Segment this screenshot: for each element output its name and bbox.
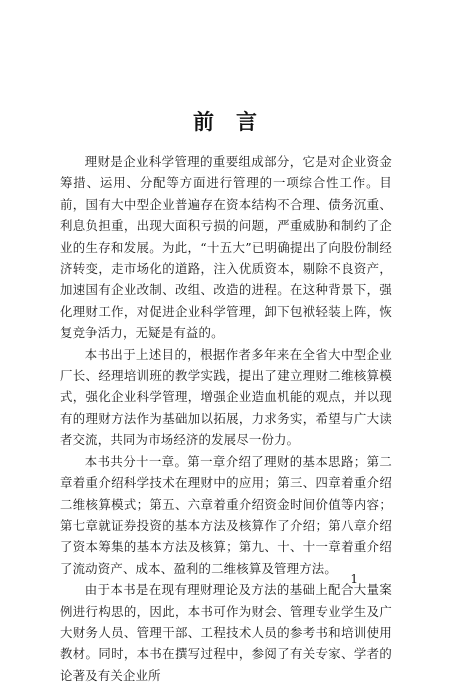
- paragraph-2: 本书出于上述目的，根据作者多年来在全省大中型企业厂长、经理培训班的教学实践，提出了建立理财二维核算模式，强化企业科学管理，增强企业造血机能的观点，并以现有的理财方法作为基础加以拓展，力求务实，希望与广大读者交流，共同为市场经济的发展尽一份力。: [60, 346, 392, 448]
- paragraph-1: 理财是企业科学管理的重要组成部分，它是对企业资金筹措、运用、分配等方面进行管理的一项综合性工作。目前，国有大中型企业普遍存在资本结构不合理、债务沉重、利息负担重，出现大面积亏损的问题，严重威胁和制约了企业的生存和发展。为此，“十五大”已明确提出了向股份制经济转变，走市场化的道路，注入优质资本，剔除不良资产，加速国有企业改制、改组、改造的进程。在这种背景下，强化理财工作，对促进企业科学管理，卸下包袱轻装上阵，恢复竞争活力，无疑是有益的。: [60, 154, 392, 341]
- preface-body: [60, 151, 392, 686]
- page-title: 前言: [193, 110, 279, 134]
- page-number: 1: [350, 572, 358, 586]
- paragraph-3: 本书共分十一章。第一章介绍了理财的基本思路；第二章着重介绍科学技术在理财中的应用；第三、四章着重介绍二维核算模式；第五、六章着重介绍资金时间价值等内容；第七章就证券投资的基本方法及核算作了介绍；第八章介绍了资本筹集的基本方法及核算；第九、十、十一章着重介绍了流动资产、成本、盈利的二维核算及管理方法。: [60, 453, 392, 576]
- paragraph-4: 由于本书是在现有理财理论及方法的基础上配合大量案例进行构思的，因此，本书可作为财会、管理专业学生及广大财务人员、管理干部、工程技术人员的参考书和培训使用教材。同时，本书在撰写过程中，参阅了有关专家、学者的论著及有关企业所: [60, 582, 392, 683]
